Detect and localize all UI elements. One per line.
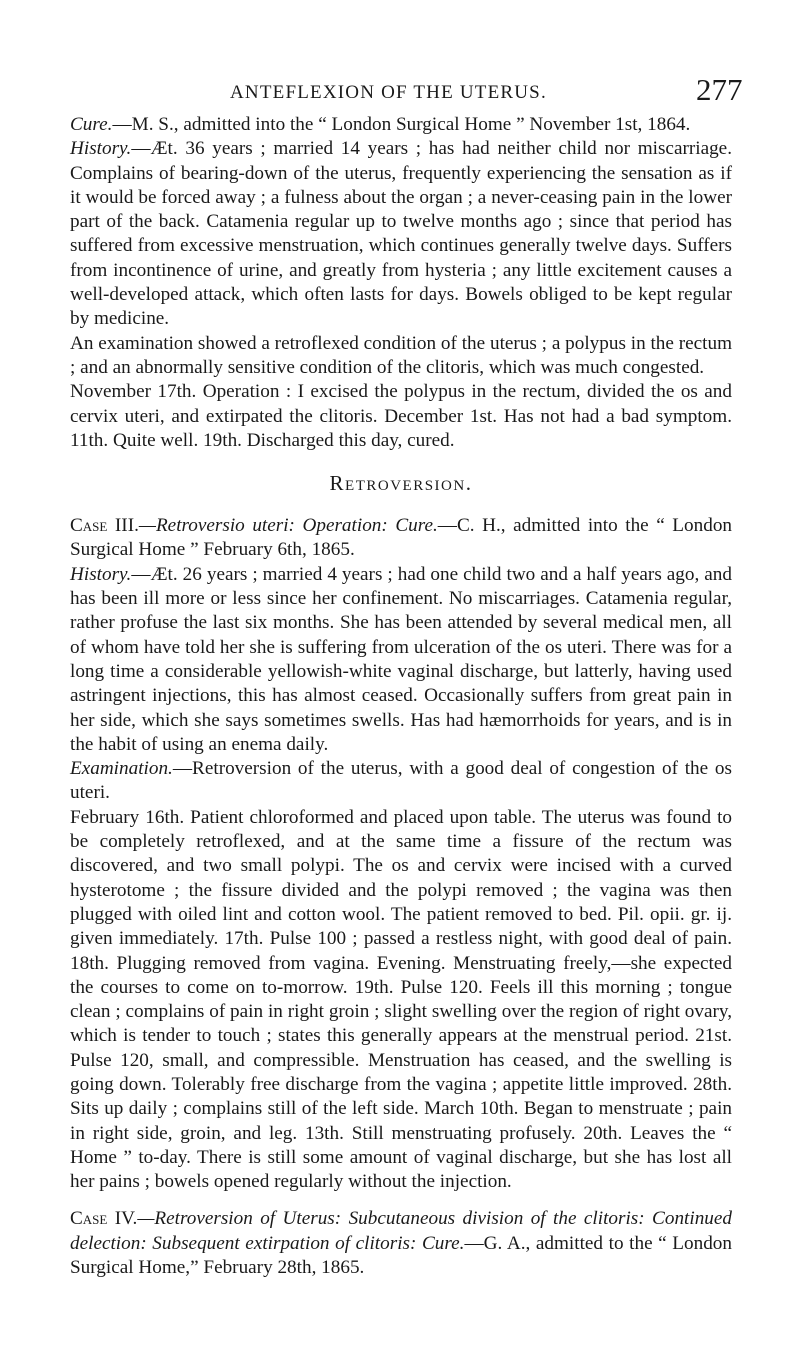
case-iv-text: —G. A., admitted to the “ London Surgical Home,” February 28th, 1865. xyxy=(70,1232,732,1279)
running-head-title: ANTEFLEXION OF THE UTERUS. xyxy=(230,82,547,103)
history-lead: History. xyxy=(70,138,132,160)
case-iii-label: Case III. xyxy=(70,515,139,537)
operation-paragraph: November 17th. Operation : I excised the polypus in the rectum, divided the os and cervix uteri, and extirpated the clitoris. December 1st. Has not had a bad symptom. 11th. Quite well. 19th. Discharged this day, cured. xyxy=(70,381,732,451)
history-text: —Æt. 36 years ; married 14 years ; has had neither child nor miscarriage. Complains of bearing-down of the uterus, frequently experiencing the sensation as if it would be forced away ; a fulness about the organ ; a never-ceasing pain in the lower part of the back. Catamenia regular up to twelve months ago ; since that period has suffered from excessive menstruation, which continues generally twelve days. Suffers from incontinence of urine, and greatly from hysteria ; any little excitement causes a well-developed attack, which often lasts for days. Bowels obliged to be kept regular by medicine. xyxy=(70,138,732,330)
case-iii-title: —Retroversio uteri: Operation: Cure. xyxy=(138,515,438,537)
case-iii-history-text: —Æt. 26 years ; married 4 years ; had one child two and a half years ago, and has been ill more or less since her confinement. No miscarriages. Catamenia regular, rather profuse the last six months. She has been attended by several medical men, all of whom have told her she is suffering from ulceration of the os uteri. There was for a long time a considerable yellowish-white vaginal discharge, but latterly, having used astringent injections, this has almost ceased. Occasionally suffers from great pain in her side, which she says sometimes swells. Has had hæmorrhoids for years, and is in the habit of using an enema daily. xyxy=(70,563,732,755)
examination-paragraph: An examination showed a retroflexed condition of the uterus ; a polypus in the rectum ; and an abnormally sensitive condition of the clitoris, which was much congested. xyxy=(70,332,732,378)
case-iii-text: —C. H., admitted into the “ London Surgical Home ” February 6th, 1865. xyxy=(70,515,733,561)
history-paragraph xyxy=(70,137,732,331)
case-iv-paragraph xyxy=(70,1207,732,1280)
cure-paragraph xyxy=(70,113,732,137)
case-iii-history-paragraph xyxy=(70,563,732,757)
case-iii-examination-paragraph xyxy=(70,757,732,806)
section-heading-retroversion: Retroversion. xyxy=(329,471,473,496)
case-iii-examination-lead: Examination. xyxy=(70,758,173,780)
page-number: 277 xyxy=(696,72,743,107)
body-text xyxy=(70,113,732,1280)
paragraph-gap xyxy=(70,1194,732,1207)
cure-text: —M. S., admitted into the “ London Surgical Home ” November 1st, 1864. xyxy=(112,114,691,135)
case-iii-paragraph xyxy=(70,514,732,563)
case-iii-treatment-paragraph: February 16th. Patient chloroformed and placed upon table. The uterus was found to be completely retroflexed, and at the same time a fissure of the rectum was discovered, and two small polypi. The os and cervix were incised with a curved hysterotome ; the fissure divided and the polypi removed ; the vagina was then plugged with oiled lint and cotton wool. The patient removed to bed. Pil. opii. gr. ij. given immediately. 17th. Pulse 100 ; passed a restless night, with good deal of pain. 18th. Plugging removed from vagina. Evening. Menstruating freely,—she expected the courses to come on to-morrow. 19th. Pulse 120. Feels ill this morning ; tongue clean ; complains of pain in right groin ; slight swelling over the region of right ovary, which is tender to touch ; states this generally appears at the menstrual period. 21st. Pulse 120, small, and compressible. Menstruation has ceased, and the swelling is going down. Tolerably free discharge from the vagina ; appetite little improved. 28th. Sits up daily ; complains still of the left side. March 10th. Began to menstruate ; pain in right side, groin, and leg. 13th. Still menstruating profusely. 20th. Leaves the “ Home ” to-day. There is still some amount of vaginal discharge, but she has lost all her pains ; bowels opened regularly without the injection. xyxy=(70,806,732,1193)
running-head xyxy=(0,70,800,110)
case-iv-title: —Retroversion of Uterus: Subcutaneous division of the clitoris: Continued delection: Subsequent extirpation of clitoris: Cure. xyxy=(70,1208,732,1254)
case-iv-label: Case IV. xyxy=(70,1208,138,1230)
case-iii-examination-text: —Retroversion of the uterus, with a good deal of congestion of the os uteri. xyxy=(70,758,732,804)
case-iii-history-lead: History. xyxy=(70,563,132,585)
cure-lead: Cure. xyxy=(70,114,113,135)
